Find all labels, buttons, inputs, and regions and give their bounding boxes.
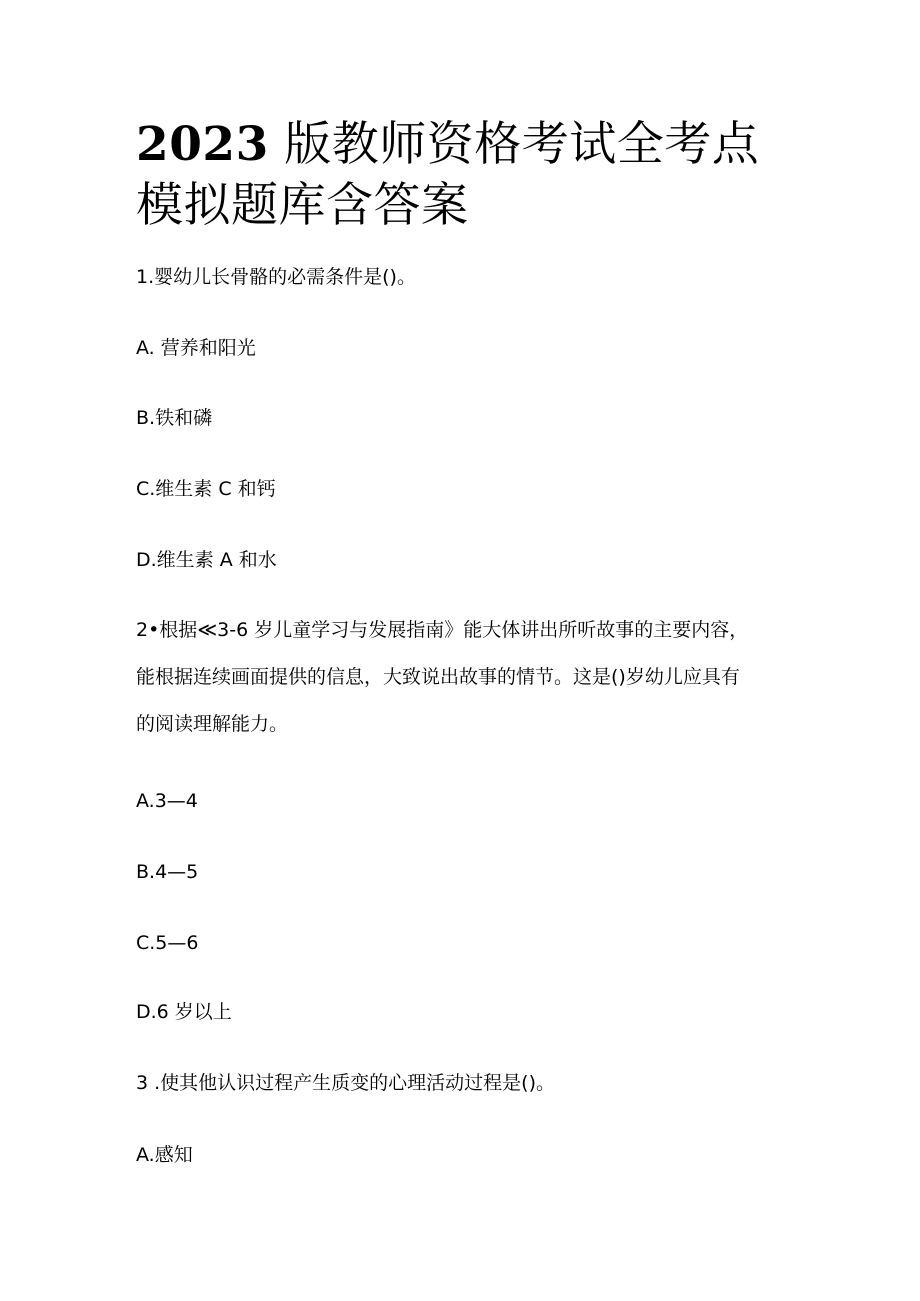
question-1-stem: 1.婴幼儿长骨骼的必需条件是()。 bbox=[136, 266, 416, 288]
question-2-option-d: D.6 岁以上 bbox=[136, 1001, 232, 1023]
question-2-stem-line-1: 2•根据≪3-6 岁儿童学习与发展指南》能大体讲出所听故事的主要内容， bbox=[136, 619, 749, 641]
question-2-option-b: B.4—5 bbox=[136, 861, 199, 883]
title-year: 2023 bbox=[136, 117, 269, 172]
document-title bbox=[136, 114, 796, 236]
question-1-option-c: C.维生素 C 和钙 bbox=[136, 478, 276, 500]
title-text: 版教师资格考试全考点模拟题库含答案 bbox=[136, 117, 760, 233]
question-2-stem-line-3: 的阅读理解能力。 bbox=[136, 713, 289, 735]
question-2-stem bbox=[136, 607, 796, 748]
question-3-stem: 3 .使其他认识过程产生质变的心理活动过程是()。 bbox=[136, 1072, 555, 1094]
question-2-option-a: A.3—4 bbox=[136, 790, 198, 812]
question-2-stem-line-2: 能根据连续画面提供的信息，大致说出故事的情节。这是()岁幼儿应具有 bbox=[136, 666, 740, 688]
question-2-option-c: C.5—6 bbox=[136, 932, 199, 954]
question-1-option-a: A. 营养和阳光 bbox=[136, 337, 256, 359]
question-1-option-b: B.铁和磷 bbox=[136, 407, 213, 429]
question-1-option-d: D.维生素 A 和水 bbox=[136, 549, 277, 571]
question-3-option-a: A.感知 bbox=[136, 1144, 193, 1166]
